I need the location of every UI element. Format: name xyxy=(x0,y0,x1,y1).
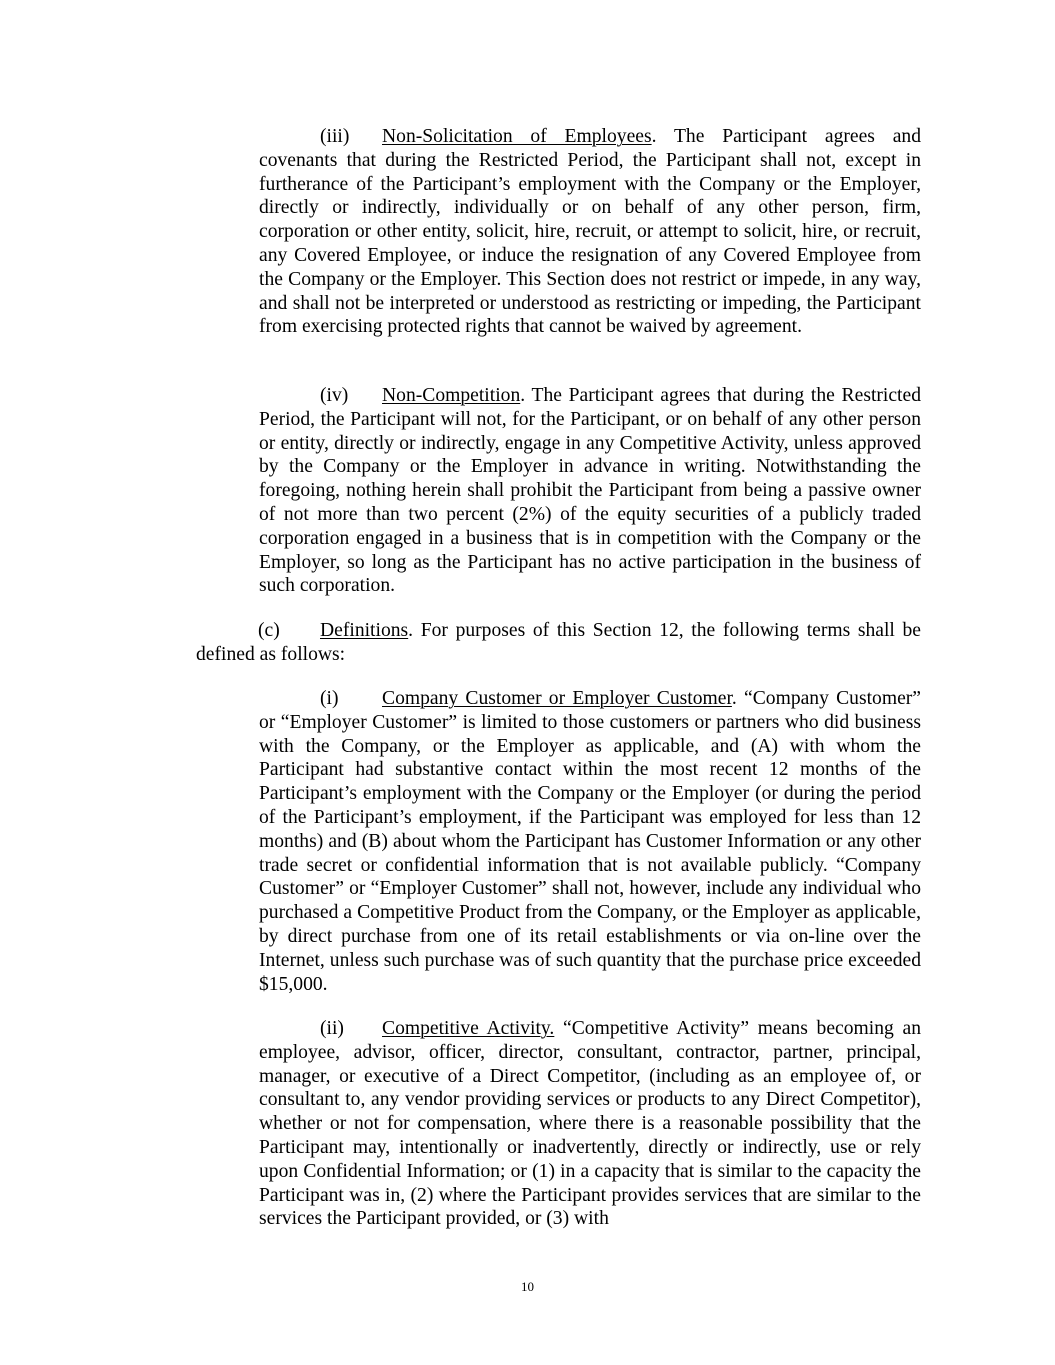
paragraph-body: “Company Customer” or “Employer Customer” is limited to those customers or partners who did business with the Company, or the Employer as applicable, and (A) with whom the Participant had substantive contact within the most recent 12 months of the Participant’s employment with the Company or the Employer (or during the period of the Participant’s employment, if the Participant was employed for less than 12 months) and (B) about whom the Participant has Customer Information or any other trade secret or confidential information that is not available publicly. “Company Customer” or “Employer Customer” shall not, however, include any individual who purchased a Competitive Product from the Company, or the Employer as applicable, by direct purchase from one of its retail establishments or via on-line over the Internet, unless such purchase was of such quantity that the purchase price exceeded $15,000. xyxy=(259,688,921,995)
paragraph-heading: Definitions xyxy=(320,620,409,641)
paragraph-number: (ii) xyxy=(320,1018,344,1039)
heading-punctuation: . xyxy=(651,126,657,147)
paragraph-heading: Non-Solicitation of Employees xyxy=(382,126,652,147)
paragraph-number: (iii) xyxy=(320,126,350,147)
paragraph-heading: Non-Competition xyxy=(382,385,521,406)
paragraph-heading: Competitive Activity. xyxy=(382,1018,555,1039)
paragraph-body: For purposes of this Section 12, the following terms shall be defined as follows: xyxy=(196,620,921,665)
paragraph-body: “Competitive Activity” means becoming an employee, advisor, officer, director, consultant, contractor, partner, principal, manager, or executive of a Direct Competitor, (including as an employee of, or consultant to, any vendor providing services or products to any Direct Competitor), whether or not for compensation, where there is a reasonable possibility that the Participant may, intentionally or inadvertently, directly or indirectly, use or rely upon Confidential Information; or (1) in a capacity that is similar to the capacity the Participant was in, (2) where the Participant provides services that are similar to the services the Participant provided, or (3) with xyxy=(259,1018,922,1230)
paragraph-non-solicitation-of-employees xyxy=(259,125,921,339)
paragraph-number: (c) xyxy=(258,620,280,641)
heading-punctuation: . xyxy=(520,385,526,406)
paragraph-non-competition xyxy=(259,384,921,598)
paragraph-number: (iv) xyxy=(320,385,349,406)
page-number: 10 xyxy=(521,1279,534,1294)
paragraph-competitive-activity xyxy=(259,1017,921,1231)
paragraph-definitions xyxy=(196,619,921,667)
paragraph-number: (i) xyxy=(320,688,339,709)
paragraph-company-customer xyxy=(259,687,921,996)
paragraph-heading: Company Customer or Employer Customer xyxy=(382,688,732,709)
heading-punctuation: . xyxy=(408,620,414,641)
heading-punctuation: . xyxy=(731,688,737,709)
paragraph-body: The Participant agrees and covenants that during the Restricted Period, the Participant shall not, except in furtherance of the Participant’s employment with the Company or the Employer, directly or indirectly, individually or on behalf of any other person, firm, corporation or other entity, solicit, hire, recruit, or attempt to solicit, hire, or recruit, any Covered Employee, or induce the resignation of any Covered Employee from the Company or the Employer. This Section does not restrict or impede, in any way, and shall not be interpreted or understood as restricting or impeding, the Participant from exercising protected rights that cannot be waived by agreement. xyxy=(259,126,921,338)
paragraph-body: The Participant agrees that during the Restricted Period, the Participant will not, for the Participant, or on behalf of any other person or entity, directly or indirectly, engage in any Competitive Activity, unless approved by the Company or the Employer in advance in writing. Notwithstanding the foregoing, nothing herein shall prohibit the Participant from being a passive owner of not more than two percent (2%) of the equity securities of a publicly traded corporation engaged in a business that is in competition with the Company or the Employer, so long as the Participant has no active participation in the business of such corporation. xyxy=(259,385,921,597)
